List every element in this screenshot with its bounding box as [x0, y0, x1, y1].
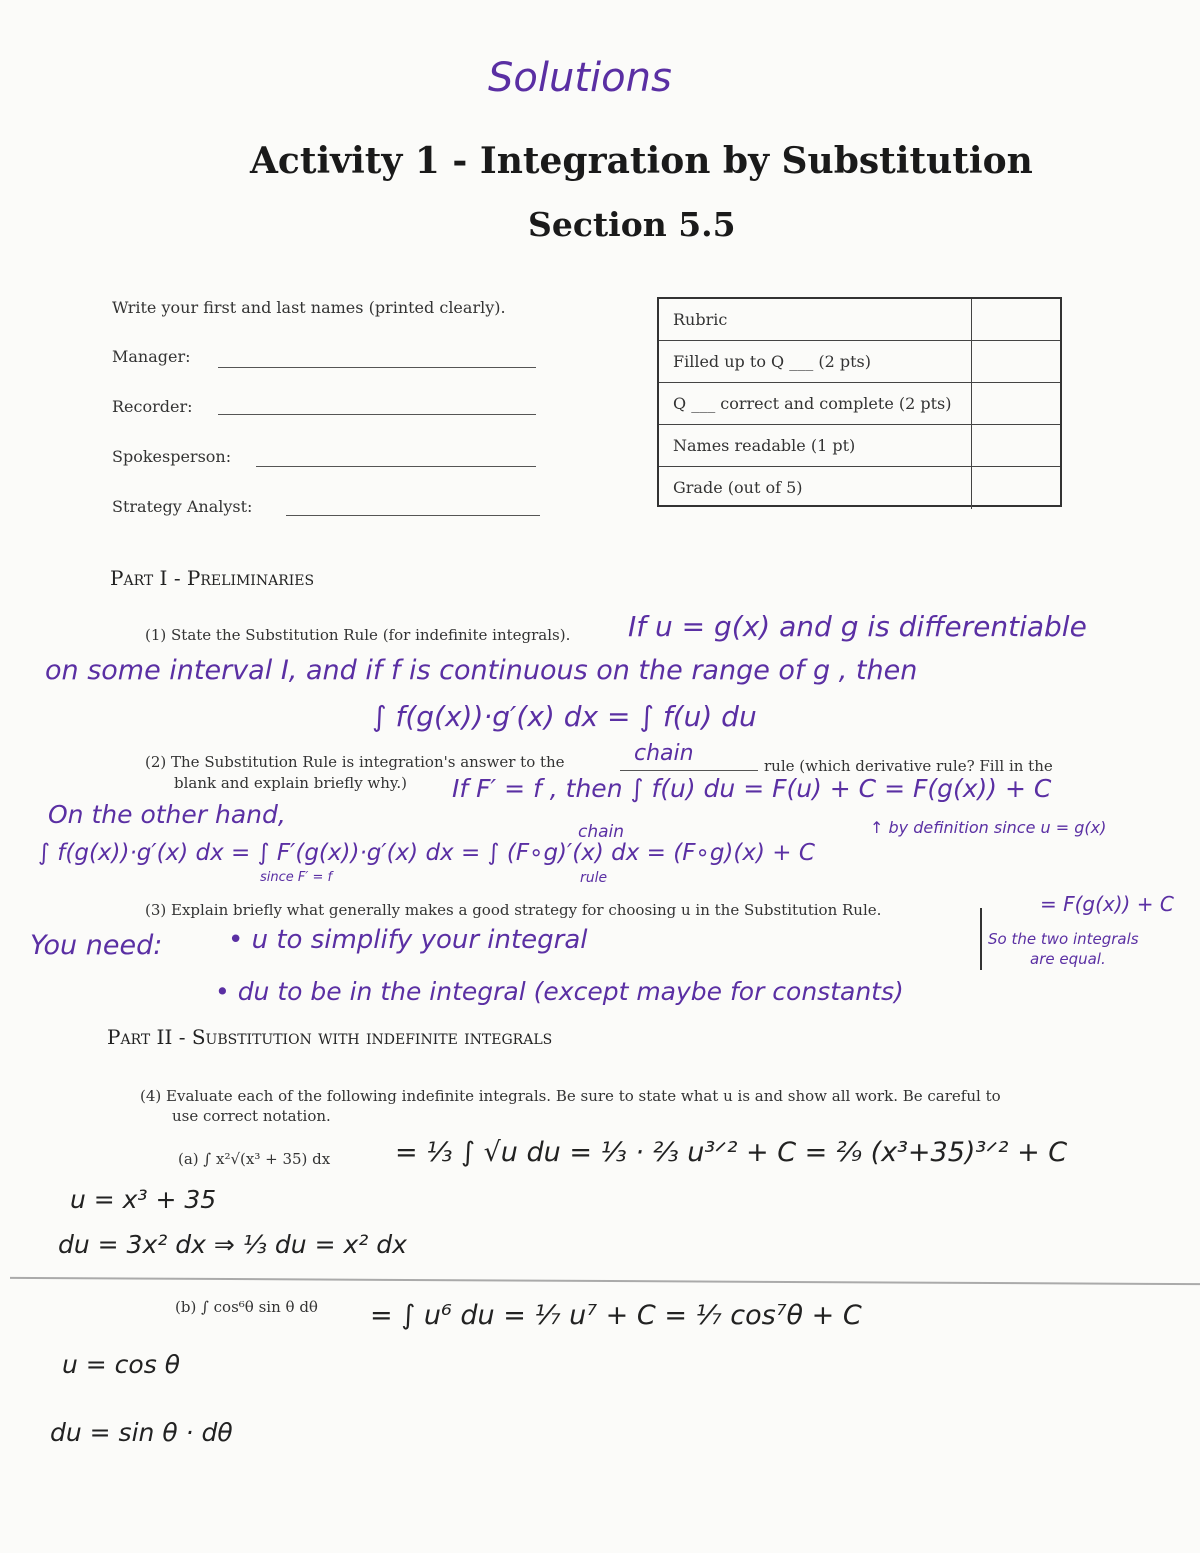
solutions-heading: Solutions [488, 55, 672, 101]
q2-side-note1: So the two integrals [988, 930, 1139, 948]
q2-note-definition: ↑ by definition since u = g(x) [870, 818, 1107, 837]
q2-note-since: since F′ = f [260, 870, 333, 885]
recorder-label: Recorder: [112, 397, 193, 416]
q4a-answer: = ⅓ ∫ √u du = ⅓ · ⅔ u³ᐟ² + C = ²⁄₉ (x³+35)³ᐟ² + C [395, 1137, 1068, 1168]
rubric-cell: Filled up to Q ___ (2 pts) [673, 352, 871, 371]
q2-side-divider [980, 908, 982, 970]
part2-heading: Part II - Substitution with indefinite integrals [107, 1025, 553, 1049]
rubric-row [659, 341, 1060, 383]
rubric-cell: Rubric [673, 310, 728, 329]
q4-text-line1: (4) Evaluate each of the following indefinite integrals. Be sure to state what u is and show all work. Be careful to [140, 1087, 1001, 1105]
part1-heading: Part I - Preliminaries [110, 566, 315, 590]
q4b-substitution-du: du = sin θ · dθ [50, 1418, 233, 1447]
q1-text: (1) State the Substitution Rule (for indefinite integrals). [145, 626, 571, 644]
q4b-label: (b) ∫ cos⁶θ sin θ dθ [175, 1298, 318, 1316]
q2-note-chain: chain [578, 822, 625, 842]
q4a-substitution-du: du = 3x² dx ⇒ ⅓ du = x² dx [58, 1230, 407, 1259]
q2-text-c: blank and explain briefly why.) [174, 774, 408, 792]
q2-answer-line2: On the other hand, [48, 800, 286, 829]
q4a-substitution-u: u = x³ + 35 [70, 1185, 217, 1214]
section-divider [10, 1277, 1200, 1285]
q3-answer-point1: • u to simplify your integral [228, 925, 588, 955]
q2-text-b: rule (which derivative rule? Fill in the [764, 757, 1053, 775]
rubric-score-divider [971, 425, 972, 466]
rubric-row [659, 467, 1060, 509]
q2-answer-line3: ∫ f(g(x))·g′(x) dx = ∫ F′(g(x))·g′(x) dx = ∫ (F∘g)′(x) dx = (F∘g)(x) + C [38, 840, 815, 866]
manager-line[interactable] [218, 367, 536, 368]
rubric-table [657, 297, 1062, 507]
rubric-score-divider [971, 467, 972, 509]
q3-text: (3) Explain briefly what generally makes a good strategy for choosing u in the Substitution Rule. [145, 901, 882, 919]
rubric-score-divider [971, 383, 972, 424]
page-title: Activity 1 - Integration by Substitution [250, 140, 1033, 182]
q4a-label: (a) ∫ x²√(x³ + 35) dx [178, 1150, 331, 1168]
rubric-cell: Q ___ correct and complete (2 pts) [673, 394, 952, 413]
strategy-analyst-line[interactable] [286, 515, 540, 516]
spokesperson-line[interactable] [256, 466, 536, 467]
q1-answer-line1: If u = g(x) and g is differentiable [628, 610, 1087, 643]
section-title: Section 5.5 [528, 205, 736, 244]
names-instruction: Write your first and last names (printed clearly). [112, 298, 506, 317]
q2-text-a: (2) The Substitution Rule is integration's answer to the [145, 753, 565, 771]
q1-answer-line3: ∫ f(g(x))·g′(x) dx = ∫ f(u) du [372, 700, 757, 733]
rubric-row [659, 425, 1060, 467]
q1-answer-line2: on some interval I, and if f is continuous on the range of g , then [45, 655, 918, 686]
strategy-analyst-label: Strategy Analyst: [112, 497, 253, 516]
q4b-answer: = ∫ u⁶ du = ⅐ u⁷ + C = ⅐ cos⁷θ + C [370, 1300, 862, 1331]
spokesperson-label: Spokesperson: [112, 447, 232, 466]
q2-blank-line [620, 770, 758, 771]
q2-answer-line1: If F′ = f , then ∫ f(u) du = F(u) + C = F(g(x)) + C [452, 774, 1052, 803]
q4-text-line2: use correct notation. [172, 1107, 331, 1125]
q2-side-note2: are equal. [1030, 950, 1106, 968]
manager-label: Manager: [112, 347, 191, 366]
q3-answer-point2: • du to be in the integral (except maybe for constants) [215, 977, 904, 1006]
rubric-row [659, 299, 1060, 341]
q2-note-rule: rule [580, 870, 608, 886]
rubric-score-divider [971, 299, 972, 340]
q4b-substitution-u: u = cos θ [62, 1350, 180, 1379]
q2-blank-answer: chain [634, 741, 694, 766]
rubric-cell: Names readable (1 pt) [673, 436, 856, 455]
q2-answer-line4: = F(g(x)) + C [1040, 892, 1174, 916]
rubric-row [659, 383, 1060, 425]
recorder-line[interactable] [218, 414, 536, 415]
rubric-score-divider [971, 341, 972, 382]
q3-answer-you-need: You need: [30, 930, 163, 961]
rubric-cell: Grade (out of 5) [673, 478, 803, 497]
